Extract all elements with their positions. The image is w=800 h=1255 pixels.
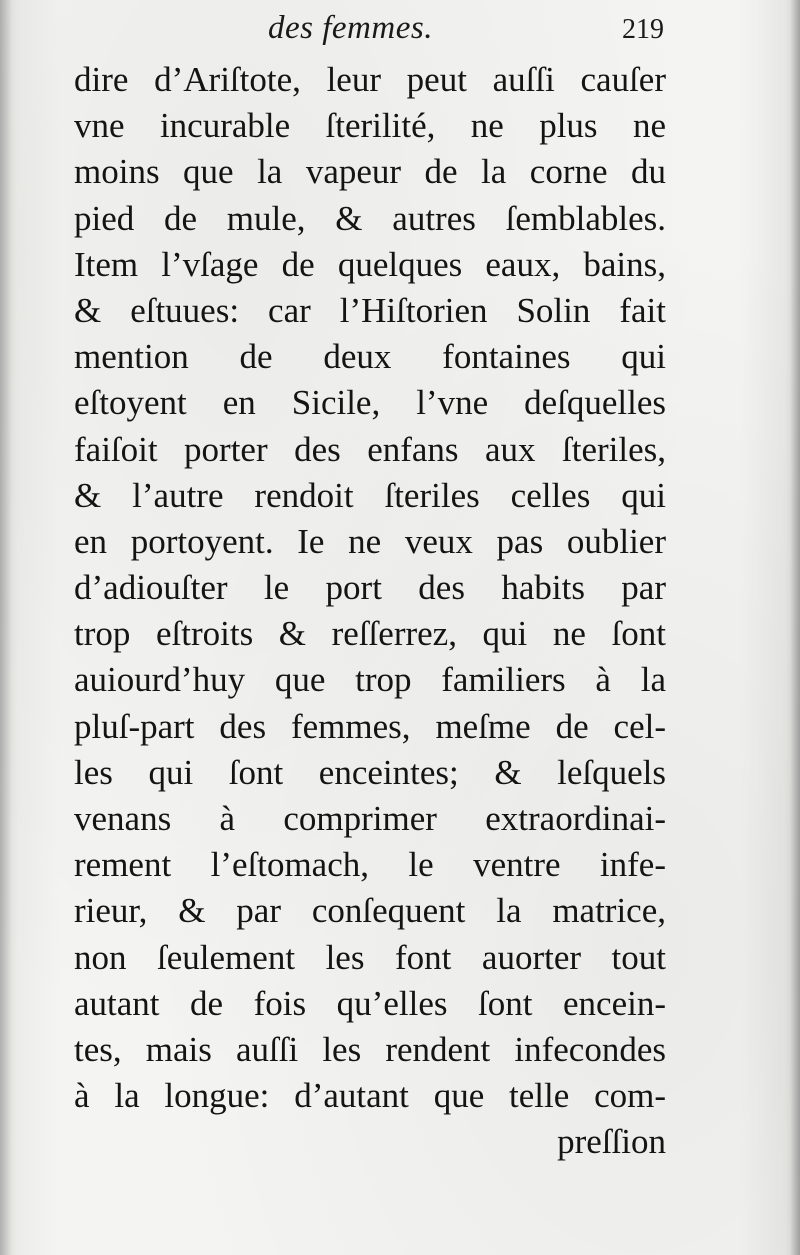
text-line: Item l’vſage de quelques eaux, bains,	[74, 244, 666, 284]
page-edge-shadow-left	[0, 0, 12, 1255]
text-line: d’adiouſter le port des habits par	[74, 568, 666, 608]
page-header	[0, 10, 800, 50]
text-line: pluſ-part des femmes, meſme de cel-	[74, 706, 666, 746]
text-line: auiourd’huy que trop familiers à la	[74, 660, 666, 700]
body-text	[74, 57, 666, 1166]
text-line: moins que la vapeur de la corne du	[74, 152, 666, 192]
text-line: à la longue: d’autant que telle com-	[74, 1076, 666, 1116]
text-line: & eſtuues: car l’Hiſtorien Solin fait	[74, 290, 666, 330]
text-line: mention de deux fontaines qui	[74, 337, 666, 377]
page-edge-shadow-right	[790, 0, 800, 1255]
text-line: autant de fois qu’elles ſont encein-	[74, 983, 666, 1023]
text-line: venans à comprimer extraordinai-	[74, 799, 666, 838]
text-line: faiſoit porter des enfans aux ſteriles,	[74, 429, 666, 469]
text-line: les qui ſont enceintes; & leſquels	[74, 752, 666, 792]
text-line: tes, mais auſſi les rendent infecondes	[74, 1029, 666, 1069]
text-line: & l’autre rendoit ſteriles celles qui	[74, 475, 666, 515]
text-line: rieur, & par conſequent la matrice,	[74, 891, 666, 931]
running-head: des femmes.	[268, 10, 433, 46]
text-line: non ſeulement les font auorter tout	[74, 937, 666, 977]
text-line: en portoyent. Ie ne veux pas oublier	[74, 521, 666, 561]
text-line: dire d’Ariſtote, leur peut auſſi cauſer	[74, 60, 666, 99]
catchword: preſſion	[557, 1122, 666, 1162]
text-line: rement l’eſtomach, le ventre infe-	[74, 845, 666, 885]
page-number: 219	[622, 14, 664, 45]
text-line: pied de mule, & autres ſemblables.	[74, 198, 666, 238]
text-line: eſtoyent en Sicile, l’vne deſquelles	[74, 383, 666, 423]
text-line: vne incurable ſterilité, ne plus ne	[74, 106, 666, 146]
text-line: trop eſtroits & reſſerrez, qui ne ſont	[74, 614, 666, 654]
